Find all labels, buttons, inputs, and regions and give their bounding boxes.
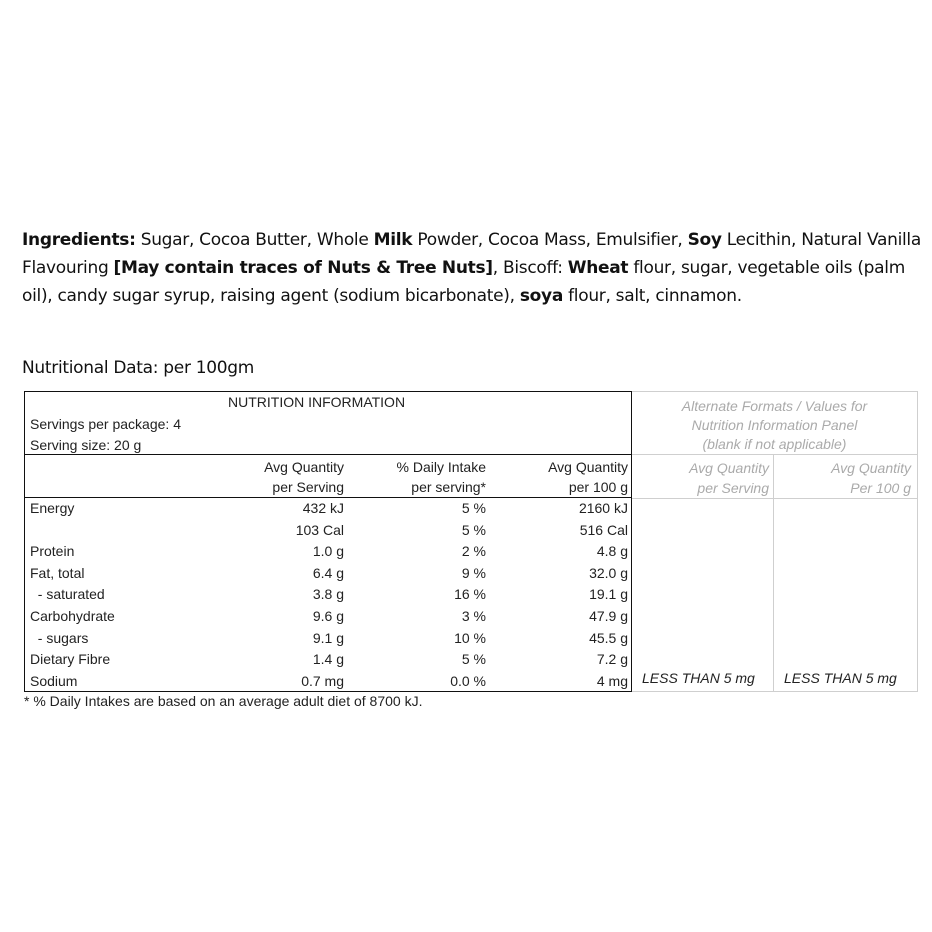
ingredients-part: flour, salt, cinnamon. — [563, 286, 742, 306]
header-line: Avg Quantity — [264, 459, 344, 475]
per-100g-value: 19.1 g — [589, 586, 628, 603]
per-100g-value: 4.8 g — [596, 543, 628, 560]
alternate-formats-panel — [632, 391, 918, 692]
per-serving-value: 1.0 g — [312, 543, 344, 560]
header-line: per Serving — [272, 479, 344, 495]
per-100g-value: 2160 kJ — [578, 500, 628, 516]
header-per-100g — [548, 457, 628, 497]
ingredients-text — [22, 226, 922, 310]
table-row — [25, 541, 631, 563]
nutrient-label: - saturated — [30, 586, 105, 603]
daily-intake-value: 5 % — [461, 651, 486, 668]
allergen-milk: Milk — [373, 230, 413, 250]
per-100g-value: 47.9 g — [589, 607, 628, 624]
per-serving-value: 6.4 g — [312, 564, 344, 581]
footnote: * % Daily Intakes are based on an average adult diet of 8700 kJ. — [24, 693, 423, 709]
table-row — [25, 498, 631, 520]
daily-intake-value: 2 % — [461, 543, 486, 560]
per-serving-value: 9.6 g — [312, 607, 344, 624]
panel-title: NUTRITION INFORMATION — [228, 394, 406, 410]
header-line: per 100 g — [568, 479, 628, 495]
per-serving-value: 432 kJ — [302, 500, 344, 516]
per-serving-value: 103 Cal — [295, 521, 344, 538]
per-serving-value: 1.4 g — [312, 651, 344, 668]
alternate-title-line: (blank if not applicable) — [702, 436, 847, 452]
per-100g-value: 7.2 g — [596, 651, 628, 668]
daily-intake-value: 16 % — [454, 586, 486, 603]
daily-intake-value: 5 % — [461, 521, 486, 538]
table-row — [25, 563, 631, 585]
nutrient-label: - sugars — [30, 629, 89, 646]
daily-intake-value: 9 % — [461, 564, 486, 581]
allergen-soy: Soy — [687, 230, 722, 250]
alternate-column-headers — [632, 454, 917, 499]
table-row — [25, 671, 631, 693]
table-row — [25, 584, 631, 606]
nutrient-label: Protein — [30, 543, 75, 560]
allergen-soya: soya — [519, 286, 563, 306]
nutrient-rows — [25, 498, 631, 692]
allergen-warning: [May contain traces of Nuts & Tree Nuts] — [113, 258, 493, 278]
per-100g-value: 32.0 g — [589, 564, 628, 581]
daily-intake-value: 0.0 % — [450, 672, 486, 689]
per-serving-value: 0.7 mg — [301, 672, 344, 689]
alternate-header-per-100g — [831, 458, 911, 498]
nutrient-label: Sodium — [30, 672, 78, 689]
ingredients-part: Sugar, Cocoa Butter, Whole — [135, 230, 374, 250]
table-row — [25, 606, 631, 628]
ingredients-part: Lecithin, Natural Vanilla Flavouring — [22, 230, 921, 278]
panel-header — [25, 392, 631, 455]
serving-size: Serving size: 20 g — [30, 437, 142, 453]
per-100g-value: 516 Cal — [579, 521, 628, 538]
daily-intake-value: 10 % — [454, 629, 486, 646]
ingredients-label: Ingredients: — [22, 230, 136, 250]
header-line: Avg Quantity — [548, 459, 628, 475]
nutrient-label: Energy — [30, 500, 75, 516]
nutrient-label: Fat, total — [30, 564, 85, 581]
alternate-title — [632, 397, 917, 454]
per-100g-value: 45.5 g — [589, 629, 628, 646]
servings-per-package: Servings per package: 4 — [30, 416, 181, 432]
per-100g-value: 4 mg — [596, 672, 628, 689]
daily-intake-value: 3 % — [461, 607, 486, 624]
ingredients-part: , Biscoff: — [492, 258, 568, 278]
header-line: per serving* — [411, 479, 486, 495]
nutrient-label: Dietary Fibre — [30, 651, 111, 668]
per-serving-value: 3.8 g — [312, 586, 344, 603]
table-row — [25, 649, 631, 671]
alternate-title-line: Alternate Formats / Values for — [681, 398, 868, 414]
nutrition-panel — [24, 391, 632, 692]
header-per-serving — [264, 457, 344, 497]
column-headers — [25, 454, 631, 498]
sodium-alt-per-100g: LESS THAN 5 mg — [784, 670, 897, 686]
header-line: Per 100 g — [850, 480, 911, 496]
nutrient-label: Carbohydrate — [30, 607, 115, 624]
nutrition-heading: Nutritional Data: per 100gm — [22, 358, 255, 378]
alternate-header-per-serving — [689, 458, 769, 498]
header-line: Avg Quantity — [689, 460, 769, 476]
daily-intake-value: 5 % — [461, 500, 486, 516]
header-line: % Daily Intake — [396, 459, 486, 475]
alternate-title-line: Nutrition Information Panel — [691, 417, 858, 433]
ingredients-part: Powder, Cocoa Mass, Emulsifier, — [412, 230, 688, 250]
allergen-wheat: Wheat — [567, 258, 629, 278]
column-divider — [773, 454, 774, 691]
header-line: per Serving — [697, 480, 769, 496]
ingredients-part: flour, sugar, vegetable oils (palm oil), candy sugar syrup, raising agent (sodium bicarbonate), — [22, 258, 905, 306]
table-row — [25, 520, 631, 542]
table-row — [25, 628, 631, 650]
header-line: Avg Quantity — [831, 460, 911, 476]
header-daily-intake — [397, 457, 486, 497]
sodium-alt-per-serving: LESS THAN 5 mg — [642, 670, 755, 686]
per-serving-value: 9.1 g — [312, 629, 344, 646]
